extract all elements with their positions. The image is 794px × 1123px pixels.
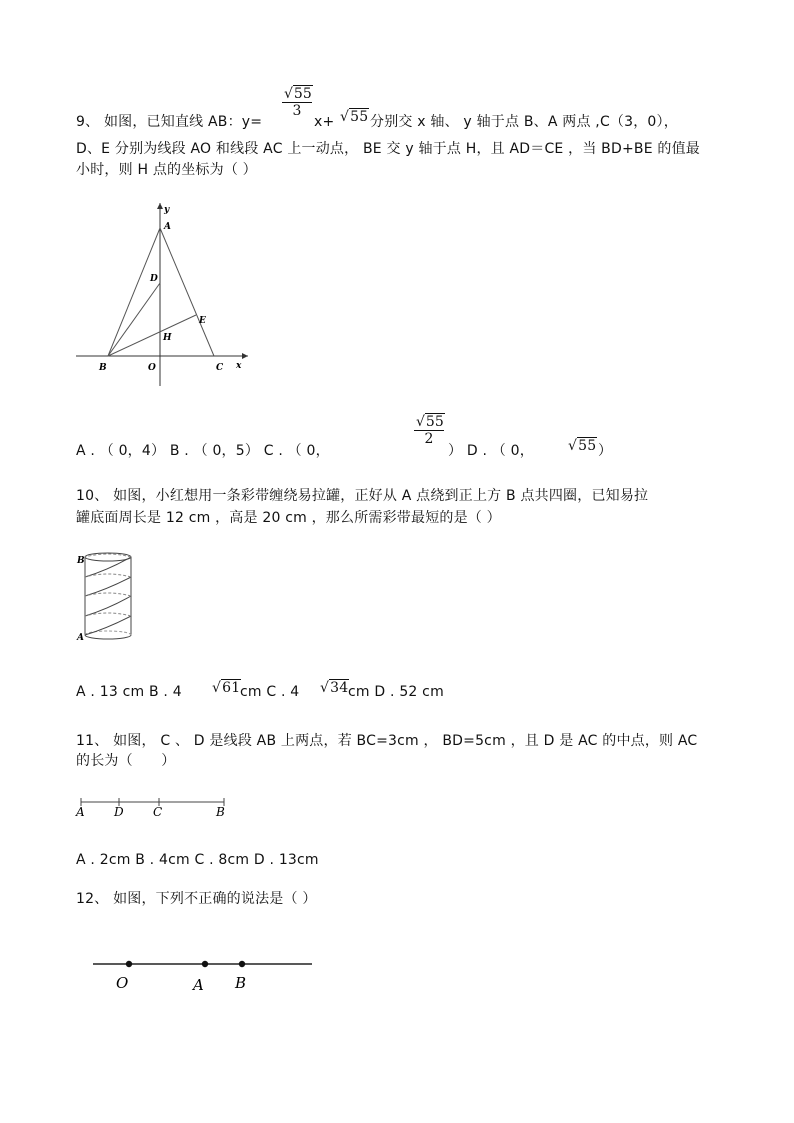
label-A: A <box>193 976 204 994</box>
q9-option-d-close: ） <box>598 443 613 459</box>
label-A: A <box>164 222 171 232</box>
label-H: H <box>163 333 172 343</box>
q9-option-c-close: ） D . （ 0， <box>448 443 534 459</box>
label-O: O <box>148 363 156 373</box>
label-y: y <box>164 205 170 215</box>
q9-line2: D、E 分别为线段 AO 和线段 AC 上一动点， BE 交 y 轴于点 H，且 AD＝CE ，当 BD+BE 的值最 <box>76 141 700 157</box>
label-x: x <box>236 361 242 371</box>
q10-options-cd: cm D . 52 cm <box>348 684 444 700</box>
label-B: B <box>77 556 85 566</box>
label-A: A <box>77 633 84 643</box>
q9-frac-num: 55 <box>293 86 312 102</box>
q11-options: A . 2cm B . 4cm C . 8cm D . 13cm <box>76 852 319 868</box>
q9-line3: 小时，则 H 点的坐标为（ ） <box>76 162 257 178</box>
q10-options-bc: cm C . 4 <box>240 684 300 700</box>
label-E: E <box>199 316 206 326</box>
point-A <box>202 961 208 967</box>
label-D: D <box>150 274 158 284</box>
q11-line2: 的长为（ ） <box>76 753 176 769</box>
point-B <box>239 961 245 967</box>
label-O: O <box>116 974 129 992</box>
q10-line2: 罐底面周长是 12 cm ，高是 20 cm ，那么所需彩带最短的是（ ） <box>76 510 501 526</box>
q9-const-sqrt: √55 <box>340 109 369 125</box>
q10-line1: 10、 如图，小红想用一条彩带缠绕易拉罐，正好从 A 点绕到正上方 B 点共四圈，已知易拉 <box>76 488 649 504</box>
label-C: C <box>216 363 224 373</box>
q9-x-plus: x+ <box>314 114 335 130</box>
q9-frac-den: 3 <box>292 103 302 119</box>
q10-option-c-sqrt: √34 <box>320 680 349 696</box>
q11-line1: 11、 如图， C 、 D 是线段 AB 上两点，若 BC=3cm ， BD=5cm ，且 D 是 AC 的中点，则 AC <box>76 733 698 749</box>
q9-options-ab: A . （ 0，4） B . （ 0，5） C . （ 0， <box>76 443 330 459</box>
label-B: B <box>235 974 247 992</box>
label-C: C <box>153 805 163 819</box>
label-D: D <box>114 805 124 819</box>
q9-prefix: 9、 如图，已知直线 AB：y= <box>76 114 263 130</box>
label-B: B <box>216 805 225 819</box>
label-A: A <box>76 805 85 819</box>
q9-option-c-fraction: $\frac{√55}{2}$ <box>416 414 444 447</box>
q12-line1: 12、 如图，下列不正确的说法是（ ） <box>76 891 317 907</box>
q10-options-ab: A . 13 cm B . 4 <box>76 684 182 700</box>
label-B: B <box>99 363 107 373</box>
q10-option-b-sqrt: √61 <box>212 680 241 696</box>
q9-suffix: 分别交 x 轴、 y 轴于点 B、A 两点 ,C（3，0）， <box>370 114 678 130</box>
q9-option-d-sqrt: √55 <box>568 438 597 454</box>
q9-fraction: $\frac{√55}{3}$ <box>284 86 312 119</box>
point-O <box>126 961 132 967</box>
